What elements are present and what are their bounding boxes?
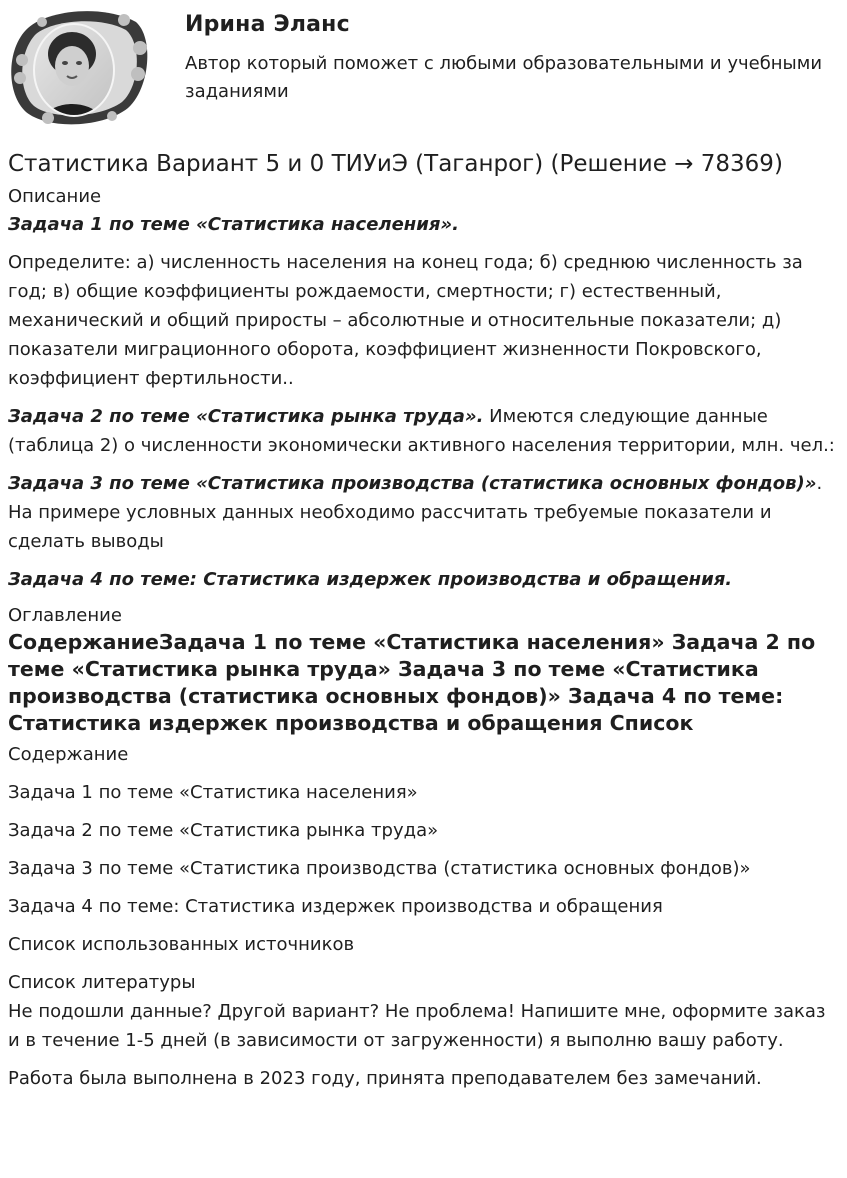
main-content [8,148,838,1102]
toc-item: Задача 3 по теме «Статистика производства (статистика основных фондов)» [8,858,751,879]
author-name[interactable]: Ирина Эланс [185,12,350,37]
order-offer: Не подошли данные? Другой вариант? Не проблема! Напишите мне, оформите заказ и в течение 1-5 дней (в зависимости от загруженности) я выполню вашу работу. [8,1001,826,1051]
toc-item: Список использованных источников [8,934,355,955]
task1-heading [8,210,838,239]
task1-text: Определите: а) численность населения на конец года; б) среднюю численность за год; в) общие коэффициенты рождаемости, смертности; г) естественный, механический и общий приросты – абсолютные и относительные показатели; д) показатели миграционного оборота, коэффициент жизненности Покровского, коэффициент фертильности.. [8,252,803,389]
author-avatar-photo-frame-icon [8,8,150,126]
description-label: Описание [8,186,102,207]
task3-paragraph [8,469,838,556]
task4-paragraph [8,565,838,594]
author-avatar [8,8,150,126]
toc-item: Задача 2 по теме «Статистика рынка труда» [8,820,439,841]
task4-title: Задача 4 по теме: Статистика издержек производства и обращения. [8,569,733,590]
task2-paragraph [8,402,838,460]
task3-text: . На примере условных данных необходимо рассчитать требуемые показатели и сделать выводы [8,473,823,552]
toc-item: Содержание [8,744,129,765]
toc-label: Оглавление [8,605,122,626]
toc-item: Список литературы [8,972,196,993]
task2-title: Задача 2 по теме «Статистика рынка труда». [8,406,484,427]
task3-title: Задача 3 по теме «Статистика производства (статистика основных фондов)» [8,473,817,494]
completion-note: Работа была выполнена в 2023 году, принята преподавателем без замечаний. [8,1068,762,1089]
toc-item: Задача 1 по теме «Статистика населения» [8,782,418,803]
author-card [8,8,838,126]
task2-text: Имеются следующие данные (таблица 2) о численности экономически активного населения территории, млн. чел.: [8,406,835,456]
page-title: Статистика Вариант 5 и 0 ТИУиЭ (Таганрог) (Решение → 78369) [8,151,783,177]
toc-item: Задача 4 по теме: Статистика издержек производства и обращения [8,896,663,917]
toc-summary: СодержаниеЗадача 1 по теме «Статистика населения» Задача 2 по теме «Статистика рынка труда» Задача 3 по теме «Статистика производства (статистика основных фондов)» Задача 4 по теме: Статистика издержек производства и обращения Список [8,630,816,735]
task1-title: Задача 1 по теме «Статистика населения». [8,214,459,235]
author-description: Автор который поможет с любыми образовательными и учебными заданиями [185,53,823,102]
